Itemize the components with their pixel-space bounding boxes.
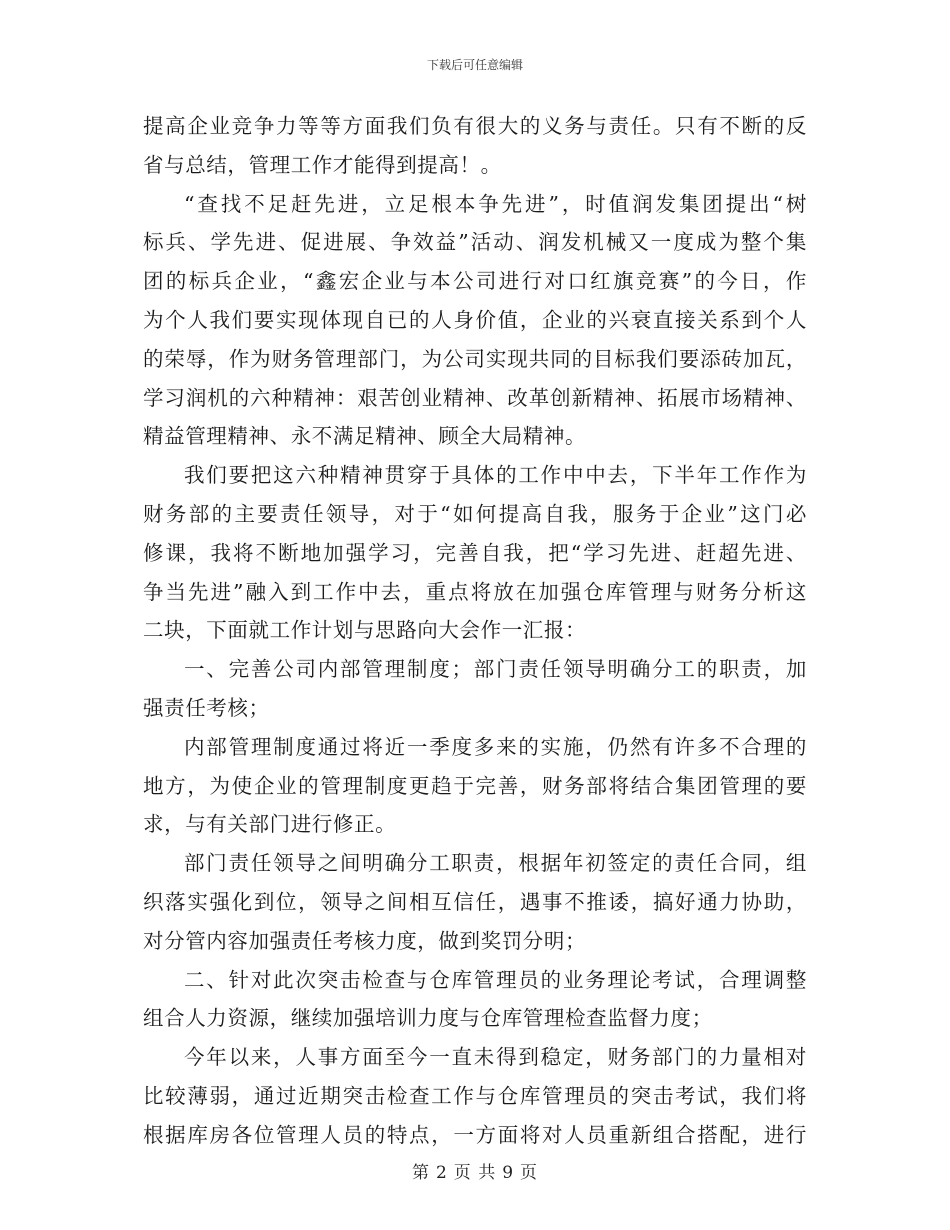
page-header: 下载后可任意编辑 [426,58,523,72]
text-line: 二块，下面就工作计划与思路向大会作一汇报： [143,618,587,643]
text-line: 比较薄弱，通过近期突击检查工作与仓库管理员的突击考试，我们将 [143,1083,807,1108]
text-line: 地方，为使企业的管理制度更趋于完善，财务部将结合集团管理的要 [143,773,807,798]
footer-suffix: 页 [520,1163,539,1183]
text-line: 的荣辱，作为财务管理部门，为公司实现共同的目标我们要添砖加瓦， [143,346,807,371]
text-line: 为个人我们要实现体现自已的人身价值，企业的兴衰直接关系到个人 [143,307,807,332]
text-line: 修课，我将不断地加强学习，完善自我，把“学习先进、赶超先进、 [143,540,807,565]
text-line: 根据库房各位管理人员的特点，一方面将对人员重新组合搭配，进行 [143,1122,807,1147]
text-line: 精益管理精神、永不满足精神、顾全大局精神。 [143,424,587,449]
text-line: 我们要把这六种精神贯穿于具体的工作中中去，下半年工作作为 [184,463,807,488]
text-line: 内部管理制度通过将近一季度多来的实施，仍然有许多不合理的 [184,734,807,759]
text-line: 组合人力资源，继续加强培训力度与仓库管理检查监督力度； [143,1006,713,1031]
text-line: 强责任考核； [143,695,270,720]
text-line: 求，与有关部门进行修正。 [143,812,397,837]
text-line: 对分管内容加强责任考核力度，做到奖罚分明； [143,928,587,953]
text-line: 二、针对此次突击检查与仓库管理员的业务理论考试，合理调整 [184,967,807,992]
text-line: 提高企业竞争力等等方面我们负有很大的义务与责任。只有不断的反 [143,114,807,138]
total-pages: 9 [502,1163,515,1183]
text-line: “查找不足赶先进，立足根本争先进”，时值润发集团提出“树 [184,191,807,216]
footer-prefix: 第 [411,1163,430,1183]
text-line: 织落实强化到位，领导之间相互信任，遇事不推诿，搞好通力协助， [143,889,807,914]
text-line: 一、完善公司内部管理制度；部门责任领导明确分工的职责，加 [184,657,807,682]
footer-middle: 页 共 [453,1163,497,1183]
text-line: 财务部的主要责任领导，对于“如何提高自我，服务于企业”这门必 [143,501,807,526]
text-line: 标兵、学先进、促进展、争效益”活动、润发机械又一度成为整个集 [143,230,807,255]
text-line: 学习润机的六种精神：艰苦创业精神、改革创新精神、拓展市场精神、 [143,385,807,410]
page-footer [0,1158,950,1183]
text-line: 部门责任领导之间明确分工职责，根据年初签定的责任合同，组 [184,851,807,876]
text-line: 团的标兵企业，“鑫宏企业与本公司进行对口红旗竞赛”的今日，作 [143,269,807,294]
document-body [143,107,807,1155]
text-line: 省与总结，管理工作才能得到提高！。 [143,152,502,177]
text-line: 争当先进”融入到工作中去，重点将放在加强仓库管理与财务分析这 [143,579,807,604]
page-number: 2 [435,1163,448,1183]
text-line: 今年以来，人事方面至今一直未得到稳定，财务部门的力量相对 [184,1045,807,1070]
